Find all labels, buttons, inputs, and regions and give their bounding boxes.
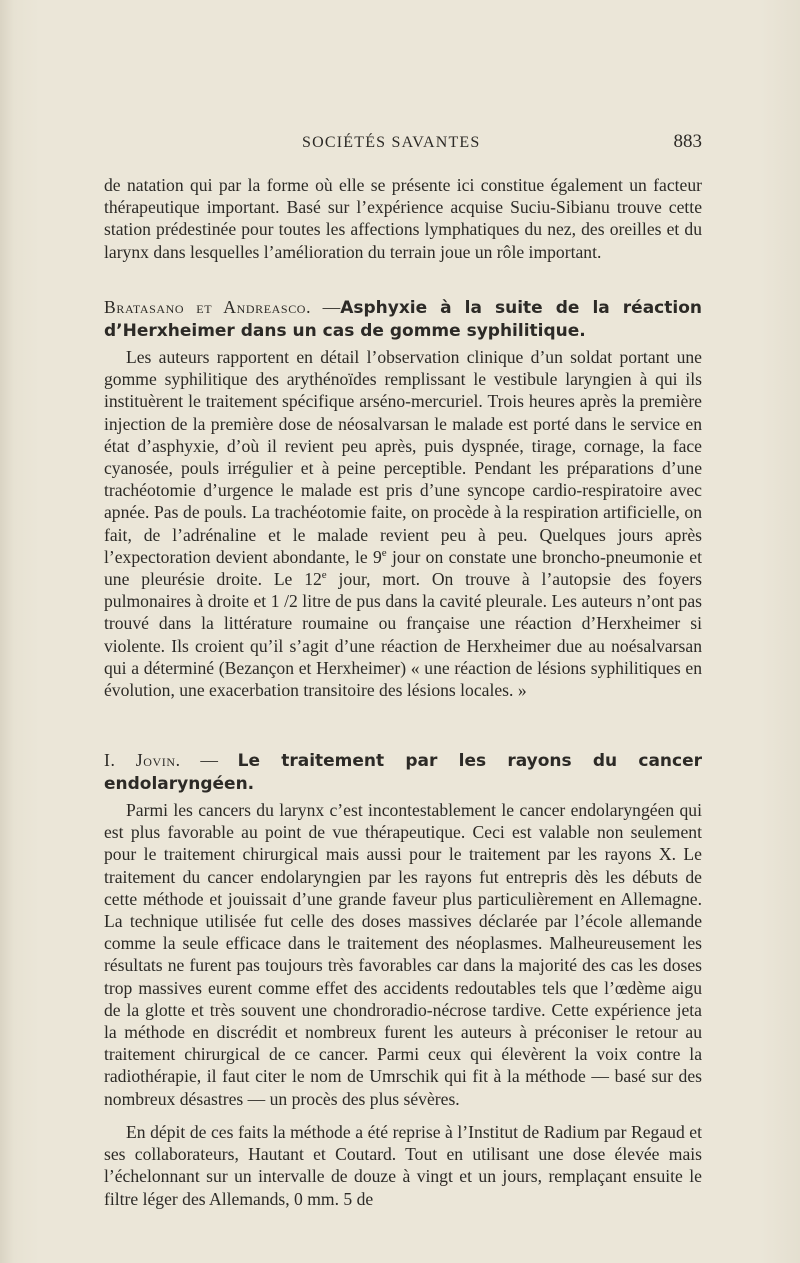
section-dash: —	[311, 297, 341, 317]
section-authors: Bratasano et Andreasco.	[104, 297, 312, 317]
paragraph-cancer	[104, 799, 702, 1110]
section-authors: I. Jovin.	[104, 750, 181, 770]
running-title: SOCIÉTÉS SAVANTES	[302, 134, 481, 151]
section-title: Asphyxie à la suite de la réaction d’Herxheimer dans un cas de gomme syphilitique.	[104, 298, 702, 342]
superscript: e	[381, 546, 387, 559]
superscript: e	[321, 569, 327, 582]
section-dash: —	[180, 750, 238, 770]
paragraph-natation	[104, 174, 702, 263]
paragraph-text: jour, mort. On trouve à l’autopsie des foyers pulmonaires à droite et 1 /2 litre de pus dans la cavité pleurale. Les auteurs n’ont pas trouvé dans la littérature roumaine ou française une réaction d’Herxheimer si violente. Ils croient qu’il s’agit d’une réaction de Herxheimer due au noésalvarsan qui a déterminé (Bezançon et Herxheimer) « une réaction de lésions syphilitiques en évolution, une exacerbation transitoire des lésions locales. »	[104, 569, 702, 701]
section-title: Le traitement par les rayons du cancer endolaryngéen.	[104, 751, 703, 795]
section-heading-jovin	[104, 749, 702, 795]
paragraph-text: En dépit de ces faits la méthode a été reprise à l’Institut de Radium par Regaud et ses collaborateurs, Hautant et Coutard. Tout en utilisant une dose élevée mais l’échelonnant sur un intervalle de douze à vingt et un jours, remplaçant ensuite le filtre léger des Allemands, 0 mm. 5 de	[104, 1122, 702, 1209]
paragraph-regaud	[104, 1121, 702, 1210]
page-number: 883	[673, 131, 702, 152]
paragraph-text: Parmi les cancers du larynx c’est incontestablement le cancer endolaryngéen qui est plus favorable au point de vue thérapeutique. Ceci est valable non seulement pour le traitement chirurgical mais aussi pour le traitement par les rayons X. Le traitement du cancer endolaryngien par les rayons fut entrepris dès les débuts de cette méthode et jouissait d’une grande faveur plus particulièrement en Allemagne. La technique utilisée fut celle des doses massives déclarée par l’école allemande comme la seule efficace dans le traitement des néoplasmes. Malheureusement les résultats ne furent pas toujours très favorables car dans la majorité des cas les doses trop massives eurent comme effet des accidents redoutables tels que l’œdème aigu de la glotte et très souvent une chondroradio-nécrose tardive. Cette expérience jeta la méthode en discrédit et nombreux furent les auteurs à préconiser le retour au traitement chirurgical de ce cancer. Parmi ceux qui élevèrent la voix contre la radiothérapie, il faut citer le nom de Umrschik qui fit à la méthode — basé sur des nombreux désastres — un procès des plus sévères.	[104, 800, 702, 1109]
paragraph-text: jour on constate une broncho-pneumonie et une pleurésie droite. Le 12	[104, 546, 702, 590]
paragraph-text: de natation qui par la forme où elle se présente ici constitue également un facteur thérapeutique important. Basé sur l’expérience acquise Suciu-Sibianu trouve cette station prédestinée pour toutes les affections lymphatiques du nez, des oreilles et du larynx dans lesquelles l’amélioration du terrain joue un rôle important.	[104, 175, 702, 262]
paragraph-observation	[104, 346, 702, 701]
paragraph-text: Les auteurs rapportent en détail l’observation clinique d’un soldat portant une gomme syphilitique des arythénoïdes remplissant le vestibule laryngien à qui ils instituèrent le traitement spécifique arséno-mercuriel. Trois heures après la première injection de la première dose de néosalvarsan le malade est porté dans le service en état d’asphyxie, d’où il revient peu après, puis dyspnée, tirage, cornage, la face cyanosée, pouls irrégulier et à peine perceptible. Pendant les préparations d’une trachéotomie d’urgence le malade est pris d’une syncope cardio-respiratoire avec apnée. Pas de pouls. La trachéotomie faite, on procède à la respiration artificielle, on fait, de l’adrénaline et le malade revient peu à peu. Quelques jours après l’expectoration devient abondante, le 9	[104, 347, 702, 567]
section-heading-bratasano	[104, 296, 702, 342]
running-head	[104, 132, 702, 156]
